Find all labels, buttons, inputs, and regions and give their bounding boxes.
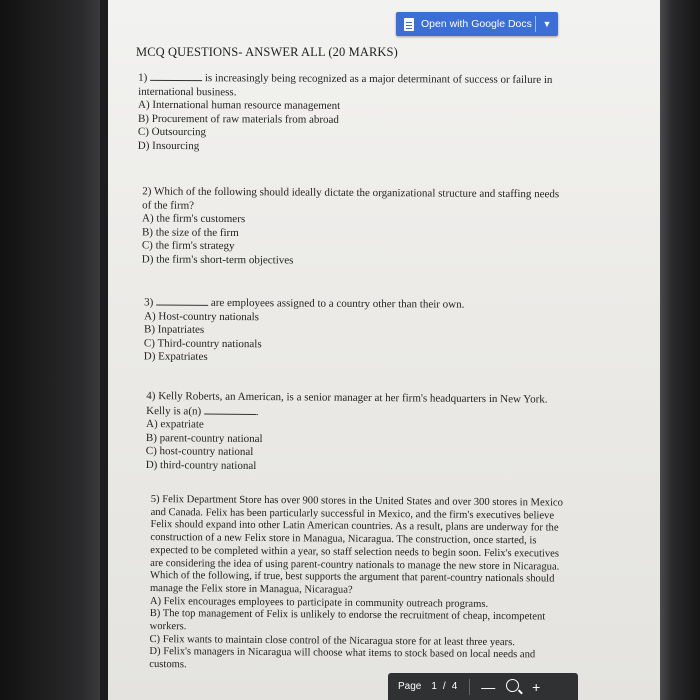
answer-blank xyxy=(150,71,202,81)
question-3 xyxy=(144,295,594,367)
stem-end: . xyxy=(255,405,259,418)
open-with-label: Open with Google Docs xyxy=(421,18,532,30)
stem-line: 2) Which of the following should ideally dictate the organizational structure and staffing needs xyxy=(142,185,560,201)
zoom-out-button[interactable]: — xyxy=(481,678,496,695)
option-c: C) Outsourcing xyxy=(137,126,207,139)
google-docs-icon xyxy=(404,18,414,31)
stem-line: of the firm? xyxy=(142,199,195,212)
option-a: A) expatriate xyxy=(146,418,204,431)
stem-line: Which of the following, if true, best supports the argument that parent-country nationals should xyxy=(150,570,555,585)
question-number: 1) xyxy=(138,71,148,84)
question-2 xyxy=(142,185,593,270)
option-d-continued: customs. xyxy=(149,659,187,671)
question-4 xyxy=(146,390,597,476)
stem-line: manage the Felix store in Managua, Nicaragua? xyxy=(149,582,353,596)
answer-blank xyxy=(204,404,256,414)
open-with-google-docs-bar[interactable] xyxy=(396,12,558,36)
option-a: A) Host-country nationals xyxy=(144,310,260,323)
stem-line: Felix should expand into other Latin American countries. As a result, plans are underway for the xyxy=(150,519,559,534)
page-separator: / xyxy=(442,681,446,692)
stem-line: 4) Kelly Roberts, an American, is a senior manager at her firm's headquarters in New York. xyxy=(146,390,548,406)
option-c: C) Third-country nationals xyxy=(143,337,262,351)
caret-down-icon[interactable]: ▼ xyxy=(542,19,552,29)
page-zoom-toolbar xyxy=(388,673,578,700)
option-b: B) the size of the firm xyxy=(141,226,239,239)
stem-line: 5) Felix Department Store has over 900 stores in the United States and over 300 stores in Mexico xyxy=(150,493,563,509)
stem-line: expected to be completed within a year, so staff selection needs to begin soon. Felix's executives xyxy=(150,544,560,560)
question-number: 3) xyxy=(144,296,154,309)
stem-line: international business. xyxy=(138,85,237,98)
zoom-in-button[interactable]: + xyxy=(532,678,541,695)
stem-line: construction of a new Felix store in Managua, Nicaragua. The construction, once started, is xyxy=(150,532,537,547)
open-with-google-docs-button[interactable] xyxy=(396,12,535,36)
option-b-continued: workers. xyxy=(149,621,187,633)
option-b: B) Procurement of raw materials from abroad xyxy=(137,112,339,126)
question-5 xyxy=(149,494,611,676)
option-d: D) Felix's managers in Nicaragua will choose what items to stock based on local needs and xyxy=(149,646,536,661)
option-d: D) Expatriates xyxy=(143,350,208,364)
option-b: B) Inpatriates xyxy=(143,323,205,337)
option-d: D) third-country national xyxy=(145,459,257,472)
page-title: MCQ QUESTIONS- ANSWER ALL (20 MARKS) xyxy=(136,45,398,59)
monitor-bezel-left xyxy=(0,0,100,700)
stem-line: Kelly is a(n) xyxy=(146,404,202,418)
magnifier-icon xyxy=(506,679,519,692)
option-a: A) the firm's customers xyxy=(142,212,246,226)
divider xyxy=(469,679,470,695)
total-pages: 4 xyxy=(451,681,458,692)
option-c: C) the firm's strategy xyxy=(141,239,235,253)
option-b: B) parent-country national xyxy=(145,431,263,445)
stem-line: and Canada. Felix has been particularly successful in Mexico, and the firm's executives believe xyxy=(150,506,555,522)
answer-blank xyxy=(156,296,208,306)
option-a: A) International human resource management xyxy=(138,99,341,113)
option-c: C) host-country national xyxy=(145,445,254,459)
current-page[interactable]: 1 xyxy=(431,681,437,692)
option-d: D) the firm's short-term objectives xyxy=(141,253,294,267)
monitor-bezel-right xyxy=(660,0,700,700)
document-page xyxy=(108,0,660,700)
option-a: A) Felix encourages employees to participate in community outreach programs. xyxy=(149,595,489,610)
stem-line: are considering the idea of using parent-country nationals to manage the new store in Nicaragua. xyxy=(150,557,560,573)
stem-line: is increasingly being recognized as a major determinant of success or failure in xyxy=(204,72,553,86)
option-c: C) Felix wants to maintain close control of the Nicaragua store for at least three years. xyxy=(149,633,515,648)
option-d: D) Insourcing xyxy=(137,139,200,153)
question-1 xyxy=(138,71,588,156)
page-label: Page xyxy=(398,681,422,692)
zoom-button[interactable] xyxy=(500,679,524,695)
option-b: B) The top management of Felix is unlikely to endorse the recruitment of cheap, incompetent xyxy=(149,608,546,623)
stem-line: are employees assigned to a country other than their own. xyxy=(210,296,465,311)
